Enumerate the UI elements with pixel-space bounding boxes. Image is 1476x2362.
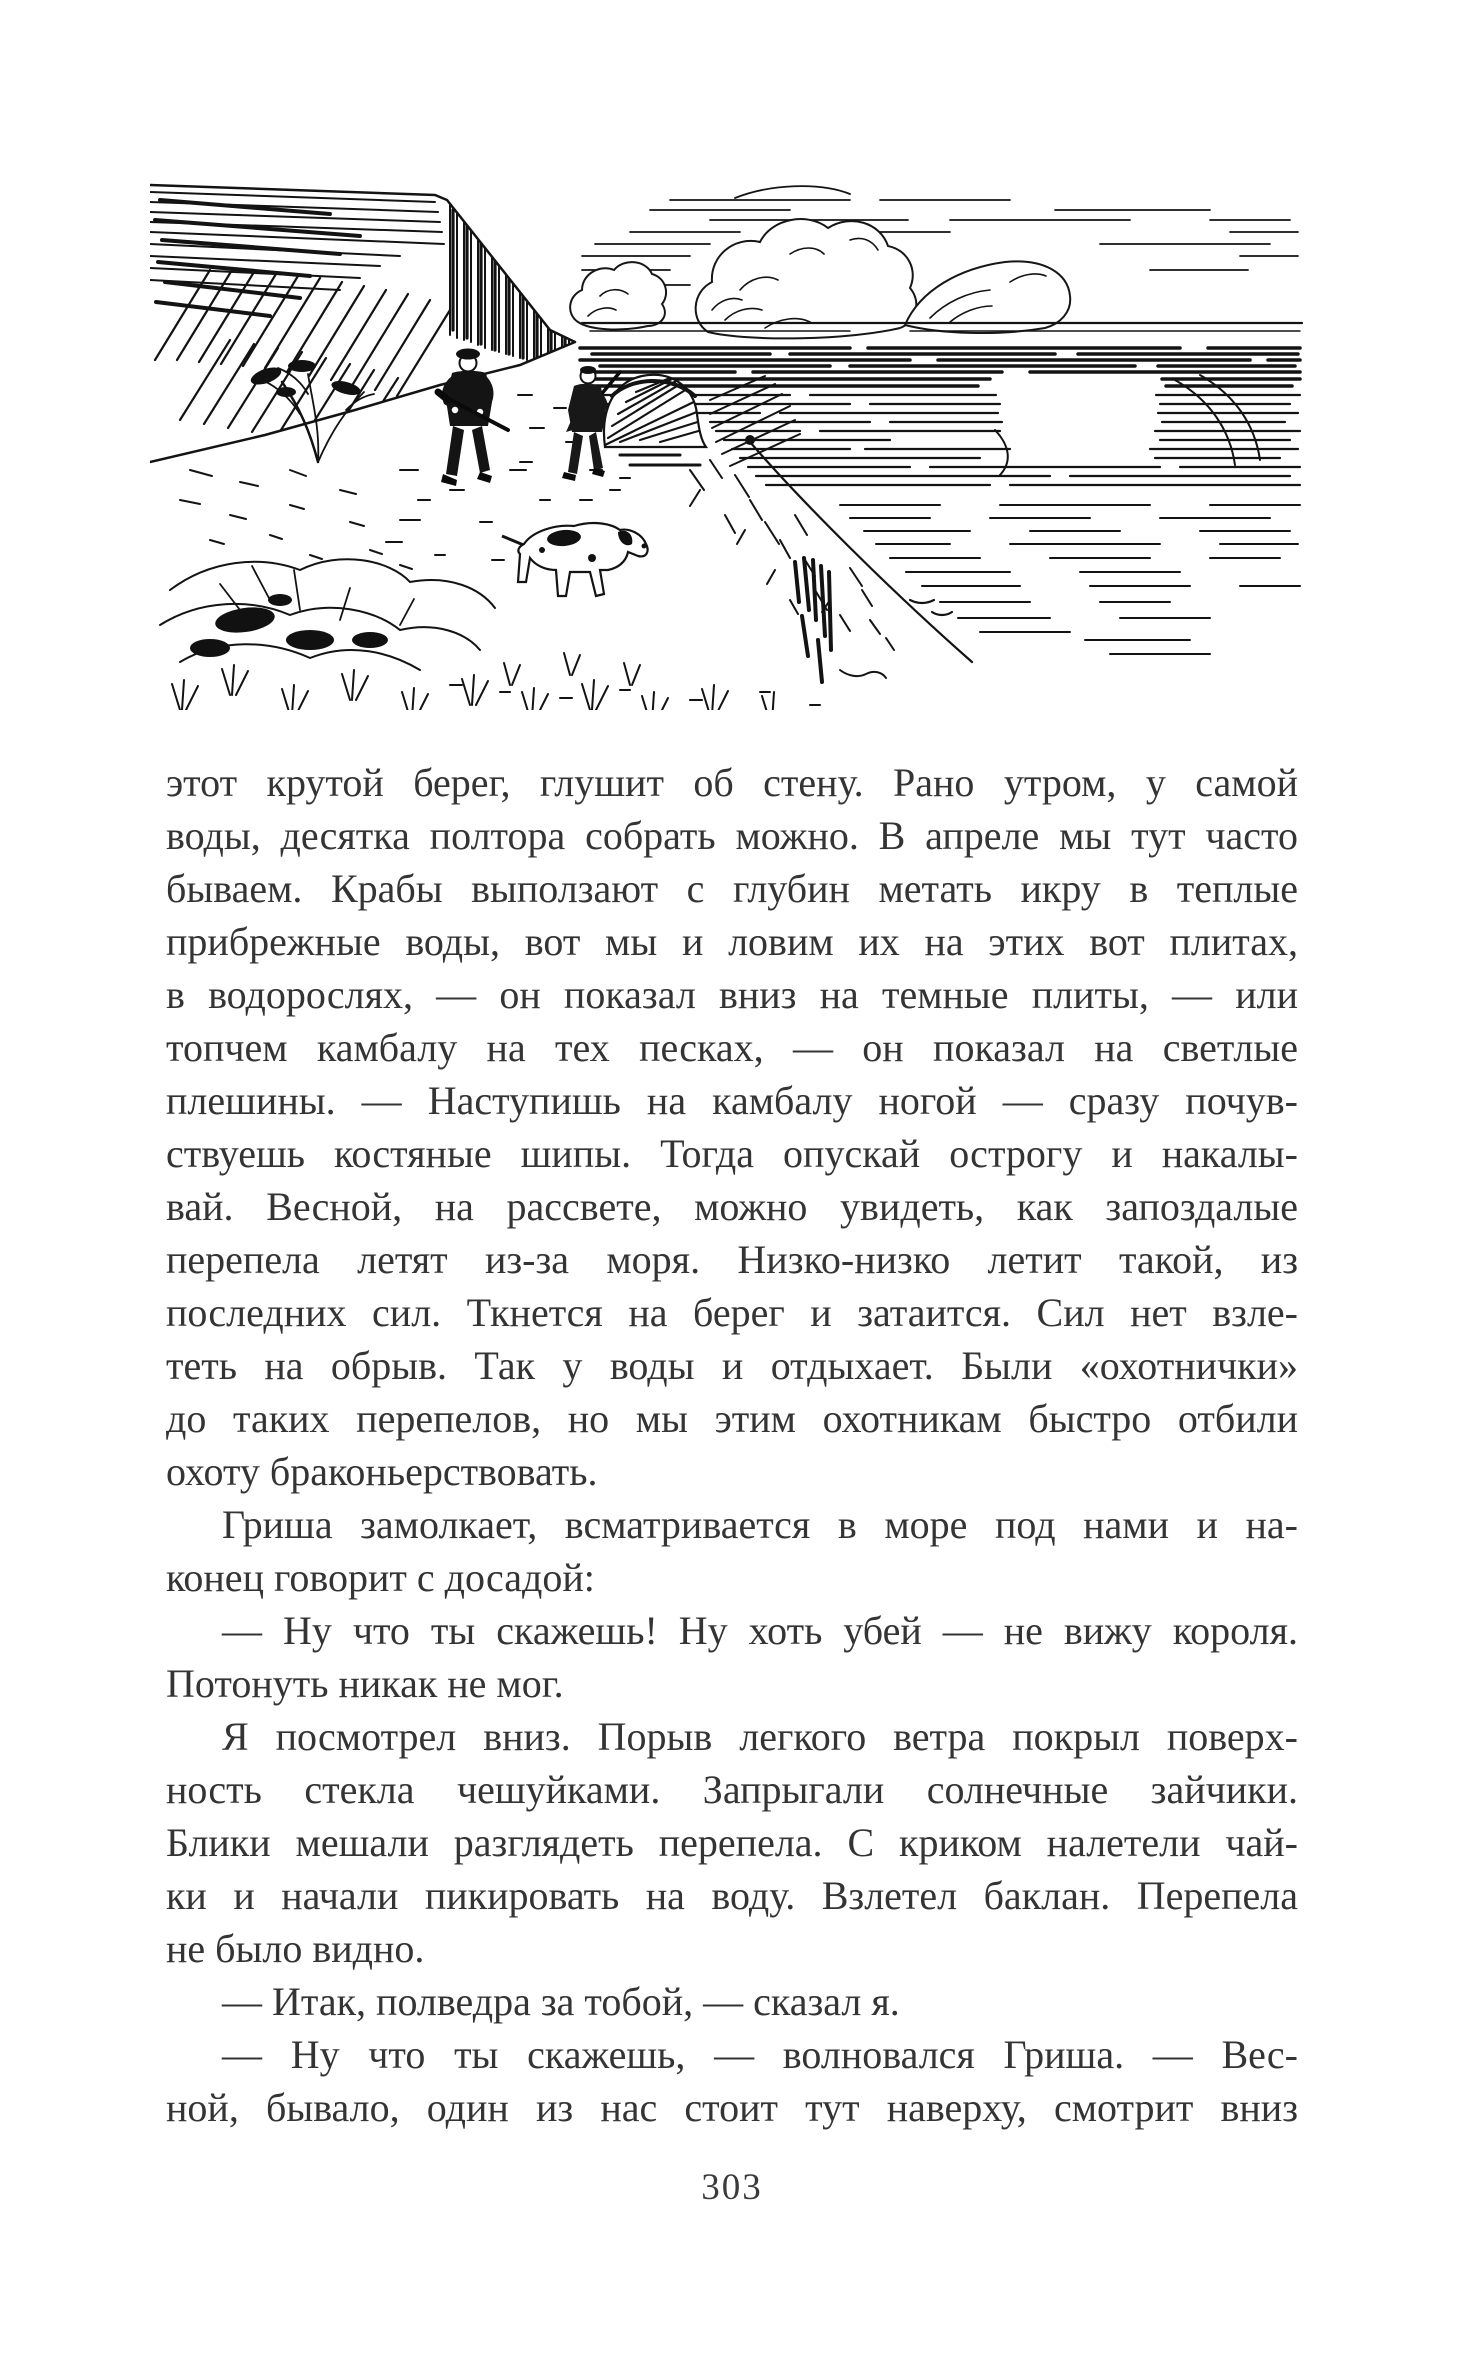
text-line: ность стекла чешуйками. Запрыгали солнечные зайчики. (166, 1767, 1298, 1812)
body-text (166, 756, 1298, 2134)
text-line: Гриша замолкает, всматривается в море под нами и на- (222, 1502, 1298, 1547)
foreground-bushes (160, 559, 820, 710)
text-line: вай. Весной, на рассвете, можно увидеть, как запоздалые (166, 1184, 1298, 1229)
text-line: Блики мешали разглядеть перепела. С криком налетели чай- (166, 1820, 1298, 1865)
illustration-coastal-hunting-scene (150, 170, 1310, 710)
text-line: охоту браконьерствовать. (166, 1449, 598, 1494)
text-line: прибрежные воды, вот мы и ловим их на этих вот плитах, (166, 919, 1298, 964)
text-line: Потонуть никак не мог. (166, 1661, 564, 1706)
text-line: конец говорит с досадой: (166, 1555, 595, 1600)
text-line: до таких перепелов, но мы этим охотникам быстро отбили (166, 1396, 1298, 1441)
text-line: не было видно. (166, 1926, 425, 1971)
text-line: — Итак, полведра за тобой, — сказал я. (222, 1979, 900, 2024)
beret (456, 349, 480, 360)
text-line: воды, десятка полтора собрать можно. В апреле мы тут часто (166, 813, 1298, 858)
page-number: 303 (701, 2167, 763, 2208)
text-line: теть на обрыв. Так у воды и отдыхает. Были «охотнички» (166, 1343, 1298, 1388)
grass-slope (690, 442, 972, 682)
text-line: Я посмотрел вниз. Порыв легкого ветра покрыл поверх- (222, 1714, 1298, 1759)
text-line: перепела летят из-за моря. Низко-низко летит такой, из (166, 1237, 1298, 1282)
text-line: в водорослях, — он показал вниз на темные плиты, — или (166, 972, 1298, 1017)
clouds (570, 219, 1070, 338)
cliff (150, 185, 575, 569)
hunter-left (438, 349, 508, 487)
text-line: ки и начали пикировать на воду. Взлетел баклан. Перепела (166, 1873, 1298, 1918)
text-line: последних сил. Ткнется на берег и затаится. Сил нет взле- (166, 1290, 1298, 1335)
text-line: бываем. Крабы выползают с глубин метать икру в теплые (166, 866, 1298, 911)
text-line: — Ну что ты скажешь, — волновался Гриша. — Вес- (222, 2032, 1298, 2077)
rock-outcrop (604, 375, 800, 466)
sea-dark-band (580, 348, 1300, 386)
text-line: ствуешь костяные шипы. Тогда опускай острогу и накалы- (166, 1131, 1298, 1176)
text-line: этот крутой берег, глушит об стену. Рано утром, у самой (166, 760, 1298, 805)
sky-lines (582, 186, 1298, 300)
text-line: ной, бывало, один из нас стоит тут наверху, смотрит вниз (166, 2085, 1298, 2130)
text-line: топчем камбалу на тех песках, — он показал на светлые (166, 1025, 1298, 1070)
text-line: — Ну что ты скажешь! Ну хоть убей — не вижу короля. (222, 1608, 1298, 1653)
text-line: плешины. — Наступишь на камбалу ногой — сразу почув- (166, 1078, 1298, 1123)
pointing-dog (502, 523, 648, 596)
